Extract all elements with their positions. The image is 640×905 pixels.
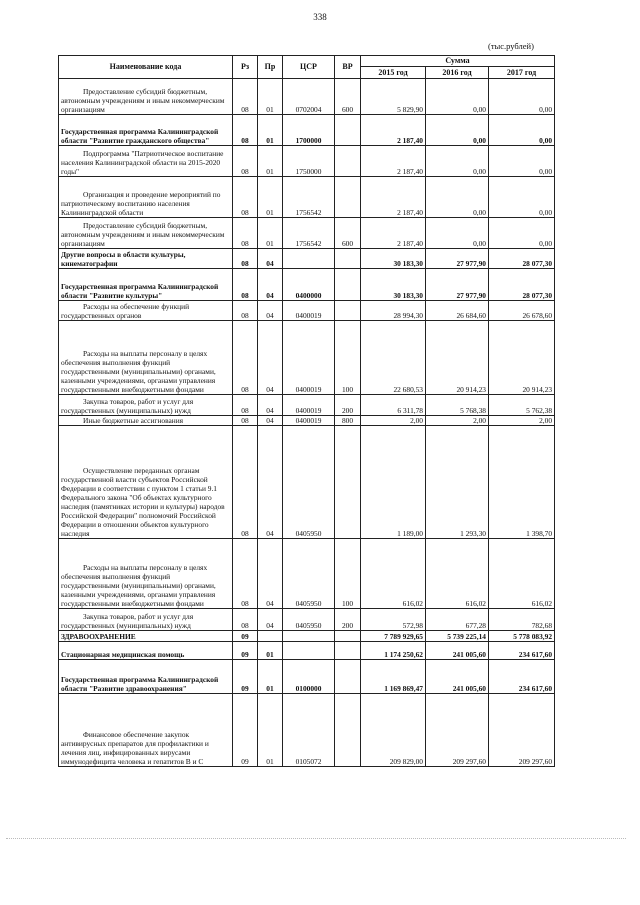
row-2015: 2,00 [361,416,426,426]
table-row [59,416,555,426]
row-vr: 200 [335,609,361,631]
row-csr: 0400000 [283,269,335,301]
row-pr: 01 [258,115,283,146]
row-2015: 572,98 [361,609,426,631]
row-2016: 0,00 [426,218,489,249]
row-2015: 6 311,78 [361,395,426,416]
row-name: Осуществление переданных органам государственной власти субъектов Российской Федерации в соответствии с пунктом 1 статьи 9.1 Федерального закона "Об объектах культурного наследия (памятниках истории и культуры) народов Российской Федерации" полномочий Российской Федерации в отношении объектов культурного наследия [59,426,233,539]
row-name: Стационарная медицинская помощь [59,642,233,660]
row-csr: 1750000 [283,146,335,177]
row-2015: 30 183,30 [361,249,426,269]
row-2016: 616,02 [426,539,489,609]
row-rz: 08 [233,426,258,539]
table-row [59,115,555,146]
row-2017: 28 077,30 [489,249,555,269]
row-csr: 1700000 [283,115,335,146]
row-rz: 08 [233,79,258,115]
header-2017: 2017 год [489,67,555,79]
row-2017: 28 077,30 [489,269,555,301]
header-2015: 2015 год [361,67,426,79]
row-2015: 1 189,00 [361,426,426,539]
row-vr [335,249,361,269]
row-csr: 0702004 [283,79,335,115]
row-csr: 0405950 [283,609,335,631]
row-pr: 01 [258,79,283,115]
row-2015: 2 187,40 [361,115,426,146]
row-2016: 0,00 [426,115,489,146]
table-row [59,642,555,660]
row-rz: 08 [233,115,258,146]
row-2015: 22 680,53 [361,321,426,395]
header-sum: Сумма [361,56,555,67]
row-2015: 5 829,90 [361,79,426,115]
row-2016: 27 977,90 [426,249,489,269]
row-2015: 1 174 250,62 [361,642,426,660]
row-2016: 26 684,60 [426,301,489,321]
row-vr: 100 [335,539,361,609]
row-vr [335,631,361,642]
table-row [59,218,555,249]
row-2015: 2 187,40 [361,218,426,249]
row-2017: 0,00 [489,79,555,115]
page-number: 338 [313,12,327,22]
row-2015: 30 183,30 [361,269,426,301]
row-name: Государственная программа Калининградской области "Развитие здравоохранения" [59,660,233,694]
row-name: Финансовое обеспечение закупок антивирусных препаратов для профилактики и лечения лиц, инфицированных вирусами иммунодефицита человека и гепатитов В и С [59,694,233,767]
row-csr: 0400019 [283,301,335,321]
row-rz: 08 [233,249,258,269]
row-pr: 01 [258,218,283,249]
row-name: Государственная программа Калининградской области "Развитие гражданского общества" [59,115,233,146]
row-rz: 08 [233,269,258,301]
row-name: Другие вопросы в области культуры, кинематографии [59,249,233,269]
row-2017: 782,68 [489,609,555,631]
row-name: Закупка товаров, работ и услуг для государственных (муниципальных) нужд [59,609,233,631]
row-vr [335,426,361,539]
row-2016: 1 293,30 [426,426,489,539]
units-label: (тыс.рублей) [488,41,534,51]
row-2016: 5 739 225,14 [426,631,489,642]
row-vr [335,301,361,321]
row-pr: 04 [258,426,283,539]
row-2015: 616,02 [361,539,426,609]
table-row [59,249,555,269]
row-name: Организация и проведение мероприятий по патриотическому воспитанию населения Калининградской области [59,177,233,218]
row-pr [258,631,283,642]
row-csr: 0100000 [283,660,335,694]
row-pr: 01 [258,642,283,660]
row-rz: 09 [233,631,258,642]
row-2016: 677,28 [426,609,489,631]
row-2017: 209 297,60 [489,694,555,767]
row-vr: 200 [335,395,361,416]
row-pr: 04 [258,395,283,416]
budget-table [58,55,555,767]
row-2016: 0,00 [426,146,489,177]
row-rz: 08 [233,301,258,321]
row-pr: 01 [258,660,283,694]
header-vr: ВР [335,56,361,79]
row-pr: 01 [258,177,283,218]
table-row [59,609,555,631]
row-2017: 2,00 [489,416,555,426]
row-2015: 1 169 869,47 [361,660,426,694]
row-2017: 20 914,23 [489,321,555,395]
row-name: Закупка товаров, работ и услуг для государственных (муниципальных) нужд [59,395,233,416]
row-rz: 09 [233,660,258,694]
row-name: Расходы на обеспечение функций государственных органов [59,301,233,321]
row-csr: 0400019 [283,416,335,426]
row-2015: 7 789 929,65 [361,631,426,642]
header-rz: Рз [233,56,258,79]
row-pr: 04 [258,269,283,301]
row-pr: 04 [258,321,283,395]
header-pr: Пр [258,56,283,79]
header-name: Наименование кода [59,56,233,79]
row-vr [335,115,361,146]
row-rz: 09 [233,694,258,767]
table-row [59,79,555,115]
row-2016: 0,00 [426,79,489,115]
table-row [59,660,555,694]
row-csr [283,631,335,642]
row-2017: 1 398,70 [489,426,555,539]
row-2017: 0,00 [489,218,555,249]
table-row [59,146,555,177]
row-2017: 5 778 083,92 [489,631,555,642]
row-2017: 5 762,38 [489,395,555,416]
row-2015: 209 829,00 [361,694,426,767]
row-name: Иные бюджетные ассигнования [59,416,233,426]
row-pr: 04 [258,539,283,609]
row-rz: 08 [233,539,258,609]
row-csr: 1756542 [283,177,335,218]
row-pr: 01 [258,146,283,177]
row-2017: 0,00 [489,146,555,177]
row-vr [335,177,361,218]
row-rz: 08 [233,321,258,395]
table-row [59,631,555,642]
row-rz: 08 [233,395,258,416]
row-2017: 234 617,60 [489,660,555,694]
row-rz: 09 [233,642,258,660]
row-csr: 0405950 [283,426,335,539]
row-pr: 04 [258,609,283,631]
row-2016: 27 977,90 [426,269,489,301]
table-row [59,395,555,416]
row-rz: 08 [233,218,258,249]
table-row [59,321,555,395]
row-2016: 241 005,60 [426,660,489,694]
row-csr: 0400019 [283,395,335,416]
row-2016: 241 005,60 [426,642,489,660]
row-2017: 234 617,60 [489,642,555,660]
row-rz: 08 [233,609,258,631]
row-2016: 5 768,38 [426,395,489,416]
row-name: Расходы на выплаты персоналу в целях обеспечения выполнения функций государственными (муниципальными) органами, казенными учреждениями, органами управления государственными внебюджетными фондами [59,321,233,395]
header-2016: 2016 год [426,67,489,79]
row-2017: 0,00 [489,115,555,146]
footer-dotted-line [6,838,626,839]
table-row [59,694,555,767]
row-vr [335,642,361,660]
row-vr [335,694,361,767]
row-pr: 04 [258,249,283,269]
row-2017: 0,00 [489,177,555,218]
row-vr [335,660,361,694]
row-pr: 01 [258,694,283,767]
row-2016: 0,00 [426,177,489,218]
row-vr: 600 [335,79,361,115]
row-vr: 600 [335,218,361,249]
row-csr: 1756542 [283,218,335,249]
row-vr: 100 [335,321,361,395]
row-name: Государственная программа Калининградской области "Развитие культуры" [59,269,233,301]
row-2016: 20 914,23 [426,321,489,395]
row-csr: 0105072 [283,694,335,767]
row-2015: 28 994,30 [361,301,426,321]
table-row [59,539,555,609]
header-csr: ЦСР [283,56,335,79]
row-name: Предоставление субсидий бюджетным, автономным учреждениям и иным некоммерческим организациям [59,218,233,249]
row-csr: 0405950 [283,539,335,609]
row-pr: 04 [258,301,283,321]
row-pr: 04 [258,416,283,426]
row-2015: 2 187,40 [361,177,426,218]
row-vr [335,146,361,177]
row-csr [283,642,335,660]
row-csr [283,249,335,269]
row-name: Подпрограмма "Патриотическое воспитание населения Калининградской области на 2015-2020 годы" [59,146,233,177]
row-name: ЗДРАВООХРАНЕНИЕ [59,631,233,642]
row-vr: 800 [335,416,361,426]
row-vr [335,269,361,301]
row-2015: 2 187,40 [361,146,426,177]
row-2017: 26 678,60 [489,301,555,321]
table-row [59,426,555,539]
row-rz: 08 [233,146,258,177]
table-row [59,177,555,218]
row-name: Расходы на выплаты персоналу в целях обеспечения выполнения функций государственными (муниципальными) органами, казенными учреждениями, органами управления государственными внебюджетными фондами [59,539,233,609]
row-csr: 0400019 [283,321,335,395]
row-rz: 08 [233,416,258,426]
row-2016: 2,00 [426,416,489,426]
row-2017: 616,02 [489,539,555,609]
row-2016: 209 297,60 [426,694,489,767]
table-row [59,301,555,321]
table-row [59,269,555,301]
row-name: Предоставление субсидий бюджетным, автономным учреждениям и иным некоммерческим организациям [59,79,233,115]
row-rz: 08 [233,177,258,218]
